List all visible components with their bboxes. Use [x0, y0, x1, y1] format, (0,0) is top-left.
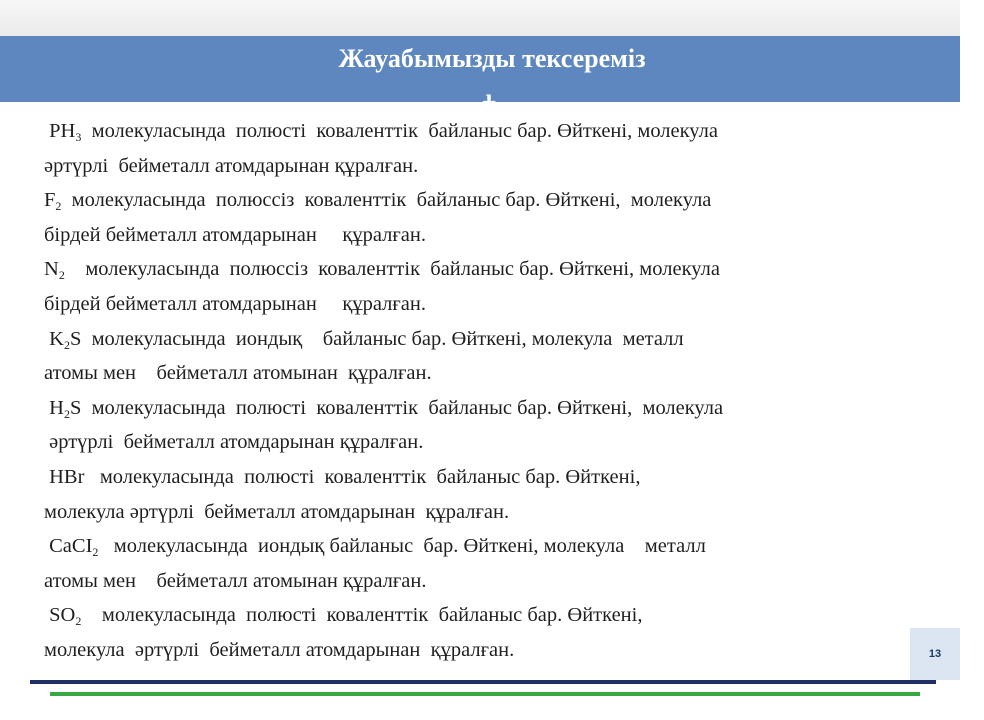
statement-k2s	[44, 322, 944, 391]
statements-list	[44, 114, 944, 668]
formula: F	[44, 189, 56, 212]
statement-text: молекуласында полюсті коваленттік байланыс бар. Өйткені, молекула	[81, 120, 718, 142]
statement-text: S молекуласында иондық байланыс бар. Өйткені, молекула металл	[69, 327, 684, 350]
slide-title: Жауабымызды тексереміз	[338, 44, 646, 73]
title-fragment	[480, 88, 500, 102]
statement-continuation: атомы мен бейметалл атомынан құралған.	[44, 569, 427, 592]
formula: H	[44, 396, 64, 419]
formula-subscript: 2	[92, 545, 99, 560]
statement-line	[44, 460, 944, 495]
statement-text: молекуласында полюссіз коваленттік байланыс бар. Өйткені, молекула	[61, 189, 712, 212]
formula: PH	[44, 120, 76, 142]
statement-line	[44, 114, 944, 149]
statement-so2	[44, 598, 944, 667]
statement-f2	[44, 183, 944, 252]
statement-continuation: молекула әртүрлі бейметалл атомдарынан құралған.	[44, 638, 515, 661]
statement-continuation: әртүрлі бейметалл атомдарынан құралған.	[44, 154, 419, 177]
statement-line	[44, 322, 944, 357]
formula-subscript: 3	[75, 130, 82, 144]
statement-continuation: бірдей бейметалл атомдарынан құралған.	[44, 223, 426, 246]
statement-continuation: әртүрлі бейметалл атомдарынан құралған.	[44, 431, 424, 454]
statement-h2s	[44, 391, 944, 460]
formula-subscript: 2	[63, 406, 70, 421]
formula: HBr	[44, 465, 85, 488]
statement-n2	[44, 252, 944, 321]
formula: K	[44, 327, 64, 350]
statement-line	[44, 529, 944, 564]
statement-text: молекуласында полюсті коваленттік байланыс бар. Өйткені,	[84, 465, 641, 488]
statement-hbr	[44, 460, 944, 529]
statement-line	[44, 391, 944, 426]
statement-line	[44, 183, 944, 218]
page-number: 13	[928, 648, 942, 660]
statement-line	[44, 252, 944, 287]
statement-ph3	[44, 114, 944, 183]
statement-text: молекуласында полюссіз коваленттік байланыс бар. Өйткені, молекула	[64, 258, 720, 281]
statement-text: молекуласында иондық байланыс бар. Өйткені, молекула металл	[98, 535, 706, 558]
formula: SO	[44, 604, 76, 627]
formula: N	[44, 258, 59, 281]
top-gradient-bar	[0, 0, 960, 36]
statement-caci2	[44, 529, 944, 598]
formula-subscript: 2	[55, 199, 62, 214]
footer-rule-green	[50, 692, 920, 696]
statement-text: S молекуласында полюсті коваленттік байланыс бар. Өйткені, молекула	[69, 396, 724, 419]
statement-line	[44, 598, 944, 633]
statement-text: молекуласында полюсті коваленттік байланыс бар. Өйткені,	[81, 604, 643, 627]
statement-continuation: бірдей бейметалл атомдарынан құралған.	[44, 292, 426, 315]
statement-continuation: атомы мен бейметалл атомынан құралған.	[44, 362, 432, 385]
formula: CaCI	[44, 535, 93, 558]
footer-rule-navy	[30, 680, 936, 684]
formula-subscript: 2	[75, 614, 82, 629]
formula-subscript: 2	[63, 337, 70, 352]
statement-continuation: молекула әртүрлі бейметалл атомдарынан құралған.	[44, 500, 510, 523]
formula-subscript: 2	[58, 268, 65, 283]
